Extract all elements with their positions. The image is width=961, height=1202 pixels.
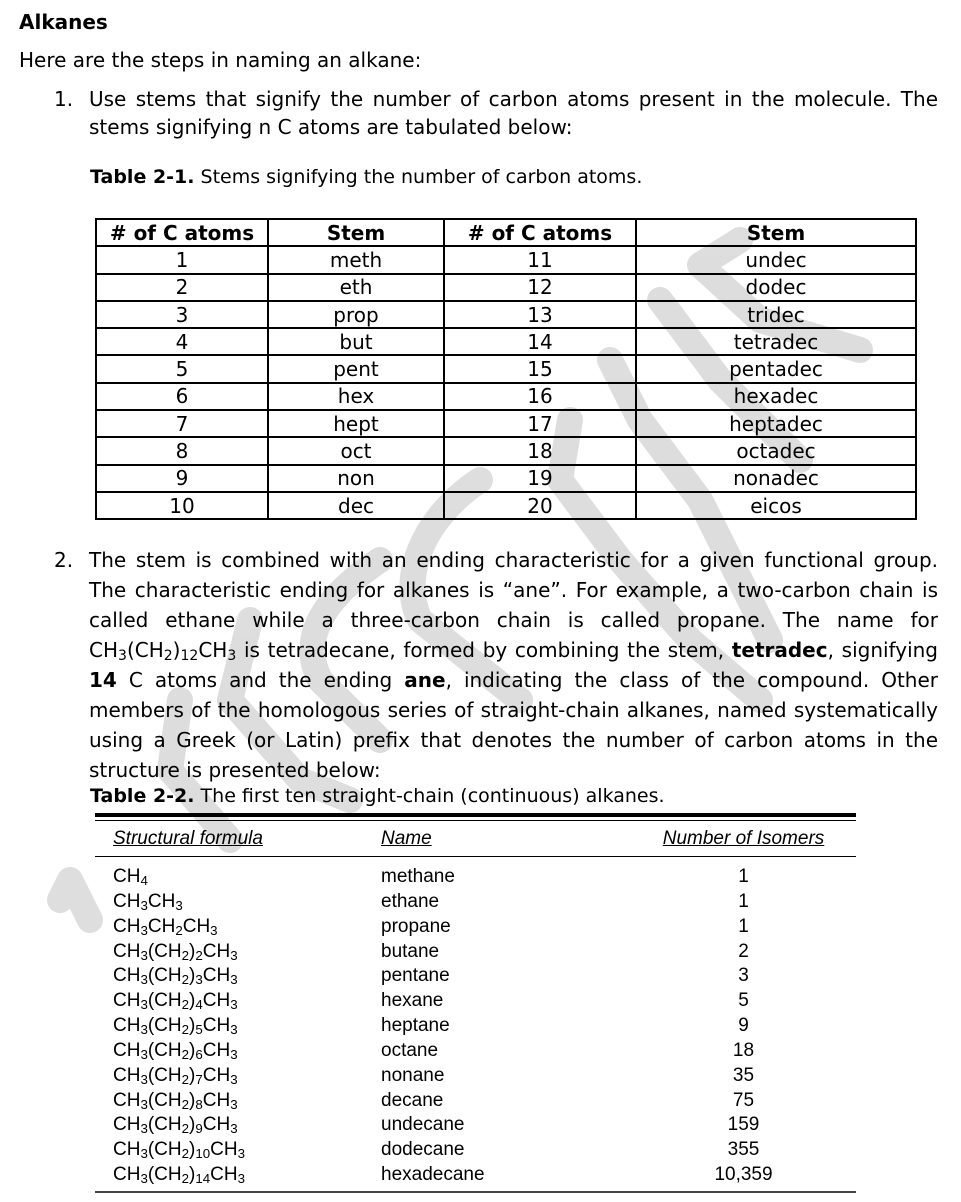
table-header-row [96, 219, 916, 246]
alkane-name: nonane [381, 1064, 445, 1086]
alkane-name: methane [381, 866, 455, 887]
caption-text: The first ten straight-chain (continuous) alkanes. [194, 785, 665, 807]
table-cell: dec [268, 492, 444, 519]
table-row [95, 1113, 856, 1138]
isomer-count: 10,359 [714, 1164, 773, 1186]
table-row [96, 465, 916, 492]
step-1 [54, 85, 938, 141]
alkane-name: heptane [381, 1015, 450, 1037]
table-cell: nonadec [636, 465, 916, 492]
table-cell: 9 [96, 465, 268, 492]
table-cell: 14 [444, 328, 636, 355]
table-cell: pent [268, 355, 444, 382]
table-row [96, 246, 916, 273]
alkane-name: dodecane [381, 1139, 465, 1161]
isomer-count: 1 [738, 915, 749, 937]
structural-formula: $CH_4$ [113, 866, 148, 888]
table-row [96, 383, 916, 410]
step-number: 1. [54, 87, 74, 111]
table-cell: octadec [636, 437, 916, 464]
column-header: Stem [268, 219, 444, 246]
isomer-count: 159 [727, 1114, 760, 1136]
table-cell: 1 [96, 246, 268, 273]
table-row [96, 301, 916, 328]
column-header: # of C atoms [96, 219, 268, 246]
isomer-count: 3 [738, 965, 749, 987]
table-cell: 12 [444, 274, 636, 301]
isomer-count: 9 [738, 1015, 749, 1037]
structural-formula: $CH_3(CH_2)_8CH_3$ [113, 1089, 238, 1112]
table-cell: non [268, 465, 444, 492]
isomer-count: 1 [738, 866, 749, 887]
table-cell: tetradec [636, 328, 916, 355]
isomer-count: 2 [738, 940, 749, 962]
table-1-caption [90, 166, 642, 188]
table-row [95, 940, 856, 965]
table-cell: 18 [444, 437, 636, 464]
structural-formula: $CH_3(CH_2)_9CH_3$ [113, 1114, 238, 1137]
table-cell: tridec [636, 301, 916, 328]
table-row [95, 1138, 856, 1163]
caption-text: Stems signifying the number of carbon atoms. [194, 166, 643, 188]
structural-formula: $CH_3(CH_2)_3CH_3$ [113, 965, 238, 988]
alkane-name: octane [381, 1039, 439, 1061]
structural-formula: $CH_3(CH_2)_6CH_3$ [113, 1039, 238, 1062]
table-cell: 15 [444, 355, 636, 382]
table-cell: 8 [96, 437, 268, 464]
alkanes-table [95, 813, 856, 1193]
table-cell: 2 [96, 274, 268, 301]
bold-number: 14 [89, 668, 117, 692]
table-row [95, 1089, 856, 1114]
step-text [89, 545, 938, 785]
alkane-name: pentane [381, 965, 450, 987]
table-cell: 5 [96, 355, 268, 382]
step-2 [54, 545, 938, 785]
table-cell: 20 [444, 492, 636, 519]
alkane-name: hexane [381, 990, 444, 1012]
alkane-name: hexadecane [381, 1164, 485, 1186]
table-cell: meth [268, 246, 444, 273]
table-row [95, 865, 856, 890]
caption-label: Table 2-2. [90, 785, 195, 807]
alkane-name: decane [381, 1089, 444, 1111]
caption-label: Table 2-1. [90, 166, 195, 188]
table-header-row [95, 821, 856, 857]
table-cell: 11 [444, 246, 636, 273]
table-row [95, 1064, 856, 1089]
table-row [95, 1039, 856, 1064]
structural-formula: $CH_3(CH_2)_5CH_3$ [113, 1015, 238, 1038]
table-top-rule [95, 813, 856, 821]
table-row [96, 355, 916, 382]
table-cell: pentadec [636, 355, 916, 382]
table-cell: 13 [444, 301, 636, 328]
table-cell: 4 [96, 328, 268, 355]
column-header: Structural formula [113, 827, 263, 849]
table-body [95, 857, 856, 1188]
structural-formula: $CH_3(CH_2)_4CH_3$ [113, 990, 238, 1013]
table-row [96, 328, 916, 355]
intro-text: Here are the steps in naming an alkane: [19, 48, 422, 72]
table-cell: hept [268, 410, 444, 437]
text-run: , signifying [827, 638, 939, 662]
table-cell: 16 [444, 383, 636, 410]
column-header: # of C atoms [444, 219, 636, 246]
isomer-count: 75 [732, 1089, 755, 1111]
table-2-caption [90, 785, 665, 807]
structural-formula: $CH_3(CH_2)_{10}CH_3$ [113, 1139, 246, 1162]
table-cell: oct [268, 437, 444, 464]
alkane-name: ethane [381, 890, 440, 912]
table-cell: heptadec [636, 410, 916, 437]
table-cell: undec [636, 246, 916, 273]
table-cell: hex [268, 383, 444, 410]
page-title: Alkanes [19, 10, 108, 34]
alkane-name: butane [381, 940, 440, 962]
table-row [96, 492, 916, 519]
table-cell: but [268, 328, 444, 355]
column-header: Number of Isomers [662, 827, 825, 849]
table-cell: 7 [96, 410, 268, 437]
text-run: C atoms and the ending [116, 668, 405, 692]
table-cell: dodec [636, 274, 916, 301]
structural-formula: $CH_3(CH_2)_7CH_3$ [113, 1064, 238, 1087]
table-cell: 19 [444, 465, 636, 492]
step-text: Use stems that signify the number of carbon atoms present in the molecule. The stems signifying n C atoms are tabulated below: [89, 87, 938, 139]
isomer-count: 1 [738, 890, 749, 912]
table-row [95, 890, 856, 915]
bold-ending: ane [404, 668, 446, 692]
text-run: , indicating the class of the compound. Other members of the homologous series of straight-chain alkanes, named systematically using a Greek (or Latin) prefix that denotes the number of carbon atoms in the structure is presented below: [89, 668, 938, 782]
table-cell: eicos [636, 492, 916, 519]
bold-stem: tetradec [731, 638, 828, 662]
table-cell: prop [268, 301, 444, 328]
structural-formula: $CH_3CH_2CH_3$ [113, 915, 218, 938]
isomer-count: 35 [732, 1064, 755, 1086]
table-row [96, 437, 916, 464]
table-row [95, 989, 856, 1014]
isomer-count: 355 [727, 1139, 760, 1161]
formula-inline: $CH_3(CH_2)_{12}CH_3$ [89, 638, 237, 664]
structural-formula: $CH_3CH_3$ [113, 890, 183, 913]
stems-table [95, 218, 917, 520]
table-row [95, 1014, 856, 1039]
text-run: is tetradecane, formed by combining the stem, [236, 638, 732, 662]
table-cell: 3 [96, 301, 268, 328]
table-row [95, 915, 856, 940]
table-cell: 6 [96, 383, 268, 410]
structural-formula: $CH_3(CH_2)_2CH_3$ [113, 940, 238, 963]
column-header: Name [381, 827, 432, 849]
alkane-name: undecane [381, 1114, 465, 1136]
table-cell: 17 [444, 410, 636, 437]
table-row [95, 964, 856, 989]
table-bottom-rule [95, 1191, 856, 1193]
isomer-count: 5 [738, 990, 749, 1012]
step-number: 2. [54, 548, 74, 572]
structural-formula: $CH_3(CH_2)_{14}CH_3$ [113, 1164, 246, 1187]
table-cell: 10 [96, 492, 268, 519]
table-row [96, 410, 916, 437]
table-cell: eth [268, 274, 444, 301]
table-row [95, 1163, 856, 1188]
alkane-name: propane [381, 915, 451, 937]
table-cell: hexadec [636, 383, 916, 410]
text-run: The stem is combined with an ending characteristic for a given functional group. The characteristic ending for alkanes is “ane”. For example, a two-carbon chain is called ethane while a three-carbon chain is called propane. The name for [89, 548, 938, 632]
table-row [96, 274, 916, 301]
column-header: Stem [636, 219, 916, 246]
isomer-count: 18 [732, 1039, 755, 1061]
